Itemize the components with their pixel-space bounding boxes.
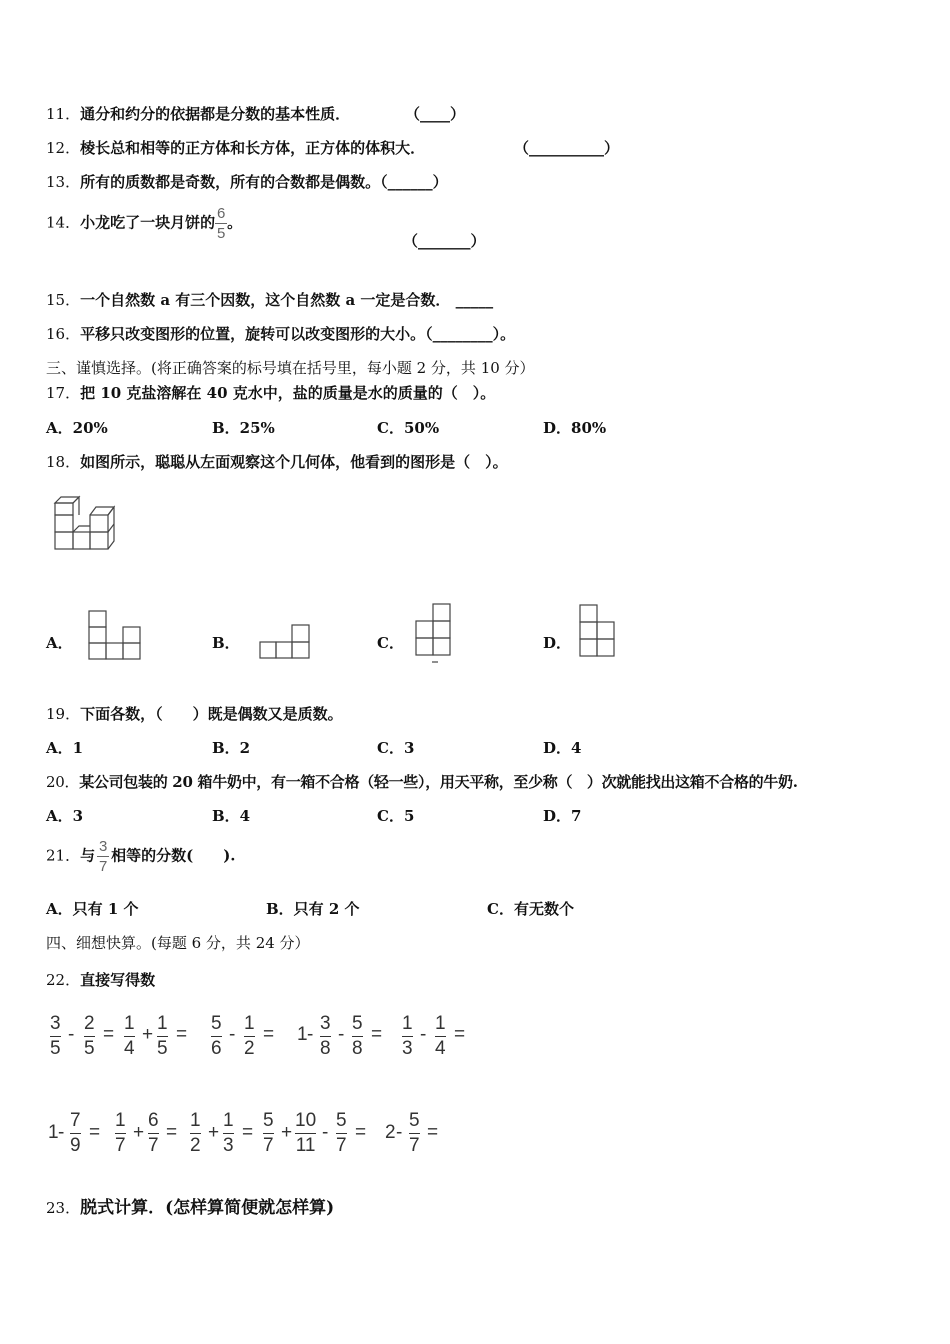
section-3-title: 三、谨慎选择。(将正确答案的标号填在括号里，每小题 2 分，共 10 分） (46, 359, 535, 377)
question-12 (46, 137, 425, 158)
question-number: 20． (46, 773, 80, 791)
fraction: 5 8 (352, 1013, 363, 1059)
fraction: 6 7 (148, 1110, 159, 1156)
option-c[interactable]: C． (377, 634, 404, 652)
option-c-figure (413, 602, 455, 666)
fraction: 1 7 (115, 1110, 126, 1156)
question-number: 23． (46, 1199, 81, 1217)
question-13 (46, 171, 448, 192)
fraction: 2 5 (84, 1013, 95, 1059)
option-d[interactable]: D．4 (543, 739, 582, 757)
question-text: 平移只改变图形的位置，旋转可以改变图形的大小。（________）。 (80, 325, 516, 343)
question-number: 15． (46, 291, 81, 309)
option-c[interactable]: C．5 (377, 807, 415, 825)
question-text: 小龙吃了一块月饼的 (80, 213, 216, 232)
question-text: 所有的质数都是奇数，所有的合数都是偶数。（______） (80, 173, 448, 191)
option-c[interactable]: C．50% (377, 419, 440, 437)
question-text: 把 10 克盐溶解在 40 克水中，盐的质量是水的质量的（ ）。 (80, 384, 496, 402)
option-a-figure (86, 609, 142, 663)
fraction: 1 2 (244, 1013, 255, 1059)
option-a[interactable]: A．20% (46, 419, 108, 437)
fraction: 1 4 (435, 1013, 446, 1059)
fraction: 1 5 (157, 1013, 168, 1059)
question-17 (46, 382, 495, 403)
fraction: $\frac{6}{5}$ (216, 205, 226, 242)
option-a[interactable]: A．1 (46, 739, 84, 757)
fraction: 3 5 (50, 1013, 61, 1059)
question-15 (46, 289, 493, 310)
question-number: 13． (46, 173, 81, 191)
fraction: 5 7 (263, 1110, 274, 1156)
option-c[interactable]: C．3 (377, 739, 415, 757)
fraction: 1 2 (190, 1110, 201, 1156)
fraction: 1 4 (124, 1013, 135, 1059)
fraction: 7 9 (70, 1110, 81, 1156)
question-number: 11． (46, 105, 81, 123)
option-a[interactable]: A．只有 1 个 (46, 900, 139, 918)
fraction: 1 3 (402, 1013, 413, 1059)
option-c[interactable]: C．有无数个 (487, 900, 574, 918)
question-number: 21． (46, 846, 81, 865)
option-b[interactable]: B．只有 2 个 (266, 900, 360, 918)
question-number: 19． (46, 705, 81, 723)
question-20 (46, 771, 798, 792)
question-text: 如图所示，聪聪从左面观察这个几何体，他看到的图形是（ ）。 (80, 453, 508, 471)
answer-blank[interactable]: （__________） (514, 139, 620, 157)
question-text: 棱长总和相等的正方体和长方体，正方体的体积大． (80, 139, 426, 157)
option-d[interactable]: D． (543, 634, 572, 652)
question-number: 14． (46, 213, 81, 232)
option-d[interactable]: D．80% (543, 419, 607, 437)
fraction: $\frac{3}{7}$ (98, 838, 108, 875)
fraction: 3 8 (320, 1013, 331, 1059)
answer-blank[interactable]: （_______） (403, 232, 486, 250)
question-text: 某公司包装的 20 箱牛奶中，有一箱不合格（轻一些），用天平称，至少称（ ）次就能找出这箱不合格的牛奶. (79, 773, 798, 791)
question-21: 21．与 $\frac{3}{7}$ 相等的分数( ). (46, 838, 236, 875)
option-b-figure (257, 622, 313, 662)
question-text: 通分和约分的依据都是分数的基本性质． (80, 105, 351, 123)
question-number: 17． (46, 384, 81, 402)
question-text: 与 (80, 846, 96, 865)
question-18 (46, 451, 508, 472)
option-b[interactable]: B． (212, 634, 240, 652)
question-number: 12． (46, 139, 81, 157)
question-14: 14．小龙吃了一块月饼的 $\frac{6}{5}$ 。 (46, 205, 243, 242)
question-text: 脱式计算．(怎样算简便就怎样算) (80, 1198, 335, 1218)
fraction: 5 6 (211, 1013, 222, 1059)
option-a[interactable]: A．3 (46, 807, 84, 825)
option-a[interactable]: A． (46, 634, 73, 652)
question-text: 直接写得数 (80, 971, 156, 989)
question-22 (46, 969, 155, 990)
fraction: 5 7 (336, 1110, 347, 1156)
question-11 (46, 103, 350, 124)
option-b[interactable]: B．4 (212, 807, 251, 825)
cube-figure (50, 493, 122, 553)
section-4-title: 四、细想快算。(每题 6 分，共 24 分） (46, 934, 310, 952)
option-d-figure (577, 603, 619, 659)
question-text: 一个自然数 a 有三个因数，这个自然数 a 一定是合数． _____ (80, 291, 494, 309)
fraction: 1 3 (223, 1110, 234, 1156)
question-text: 下面各数，（ ）既是偶数又是质数。 (80, 705, 343, 723)
option-b[interactable]: B．2 (212, 739, 251, 757)
question-16 (46, 323, 515, 344)
question-number: 22． (46, 971, 81, 989)
option-d[interactable]: D．7 (543, 807, 582, 825)
question-19 (46, 703, 343, 724)
question-23 (46, 1193, 334, 1218)
question-number: 18． (46, 453, 81, 471)
question-number: 16． (46, 325, 81, 343)
answer-blank[interactable]: （____） (405, 105, 466, 123)
fraction: 10 11 (295, 1110, 317, 1156)
option-b[interactable]: B．25% (212, 419, 275, 437)
fraction: 5 7 (409, 1110, 420, 1156)
